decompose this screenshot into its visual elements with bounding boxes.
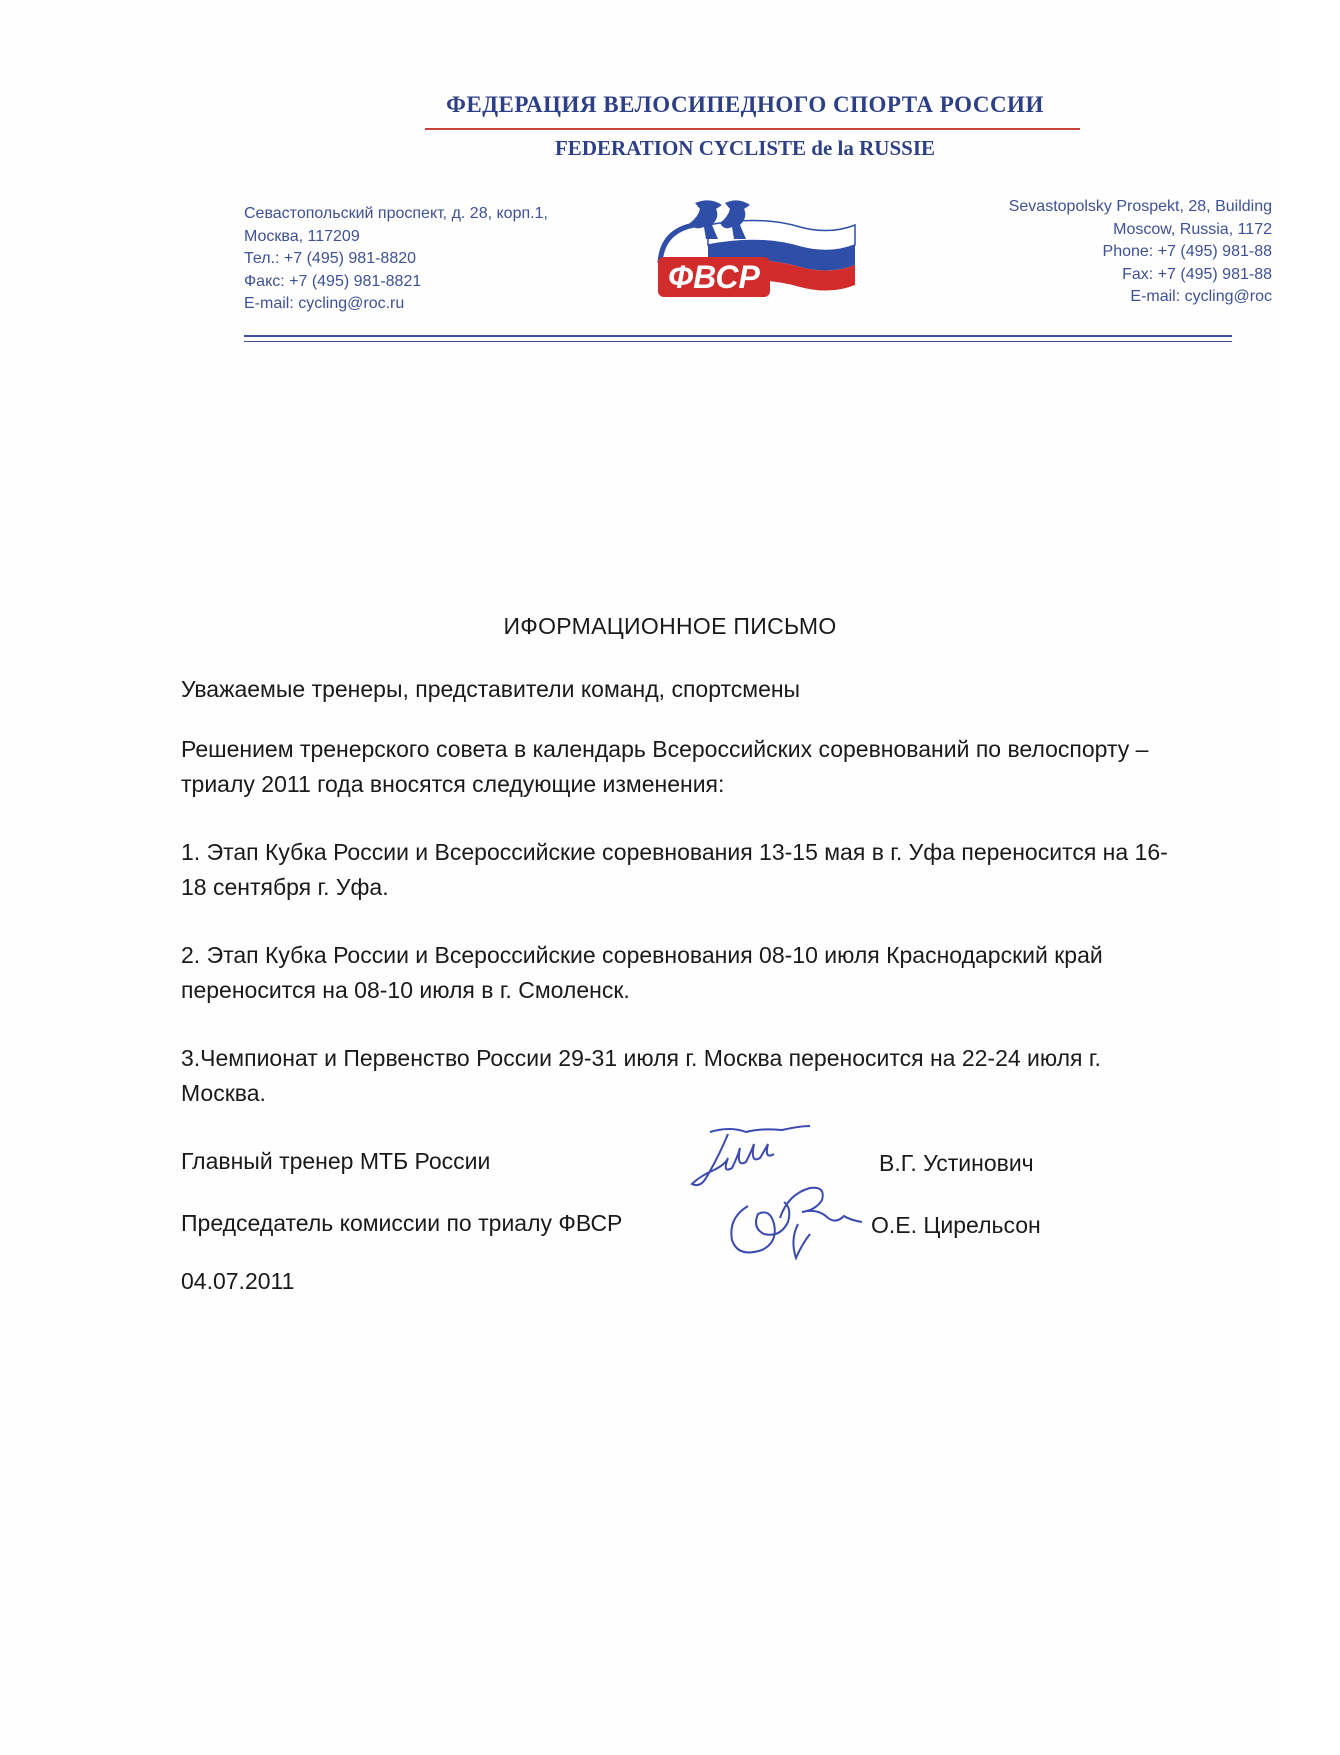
letter-date: 04.07.2011 — [181, 1268, 295, 1294]
intro-paragraph: Решением тренерского совета в календарь Всероссийских соревнований по велоспорту – триалу 2011 года вносятся следующие изменения: — [181, 736, 1149, 797]
org-title-ru: ФЕДЕРАЦИЯ ВЕЛОСИПЕДНОГО СПОРТА РОССИИ — [446, 92, 1044, 117]
contact-block-en — [880, 196, 1272, 316]
signatory-name: В.Г. Устинович — [879, 1150, 1034, 1176]
signature-image — [718, 1178, 868, 1268]
contact-ru-line: Москва, 117209 — [244, 227, 360, 245]
logo-text: ФВСР — [668, 259, 760, 295]
contact-en-line: Fax: +7 (495) 981-88 — [1122, 265, 1272, 283]
letter-heading: ИФОРМАЦИОННОЕ ПИСЬМО — [503, 613, 837, 639]
contact-en-line: Phone: +7 (495) 981-88 — [1102, 243, 1272, 260]
contact-ru-line: Тел.: +7 (495) 981-8820 — [244, 250, 417, 267]
fvsr-logo — [650, 195, 860, 305]
org-title-fr: FEDERATION CYCLISTE de la RUSSIE — [554, 136, 936, 160]
header-divider — [244, 335, 1232, 337]
change-item: 3.Чемпионат и Первенство России 29-31 июля г. Москва переносится на 22-24 июля г. Москва. — [181, 1045, 1101, 1106]
greeting: Уважаемые тренеры, представители команд, спортсмены — [181, 676, 801, 702]
contact-en-line: Sevastopolsky Prospekt, 28, Building — [1008, 198, 1272, 215]
contact-en-line: E-mail: cycling@roc — [1130, 288, 1272, 305]
contact-block-ru — [244, 203, 548, 316]
change-item: 1. Этап Кубка России и Всероссийские соревнования 13-15 мая в г. Уфа переносится на 16-18 сентября г. Уфа. — [181, 839, 1168, 900]
header-red-rule — [425, 128, 1080, 130]
contact-en-line: Moscow, Russia, 1172 — [1113, 220, 1272, 238]
contact-ru-line: E-mail: cycling@roc.ru — [244, 295, 405, 312]
change-item: 2. Этап Кубка России и Всероссийские соревнования 08-10 июля Краснодарский край переносится на 08-10 июля в г. Смоленск. — [181, 942, 1103, 1003]
signatory-title: Председатель комиссии по триалу ФВСР — [181, 1210, 623, 1236]
signatory-name: О.Е. Цирельсон — [871, 1212, 1041, 1238]
contact-ru-line: Факс: +7 (495) 981-8821 — [244, 272, 422, 290]
signatory-title: Главный тренер МТБ России — [181, 1148, 491, 1174]
contact-ru-line: Севастопольский проспект, д. 28, корп.1, — [244, 205, 548, 222]
header-divider-thin — [244, 341, 1232, 342]
